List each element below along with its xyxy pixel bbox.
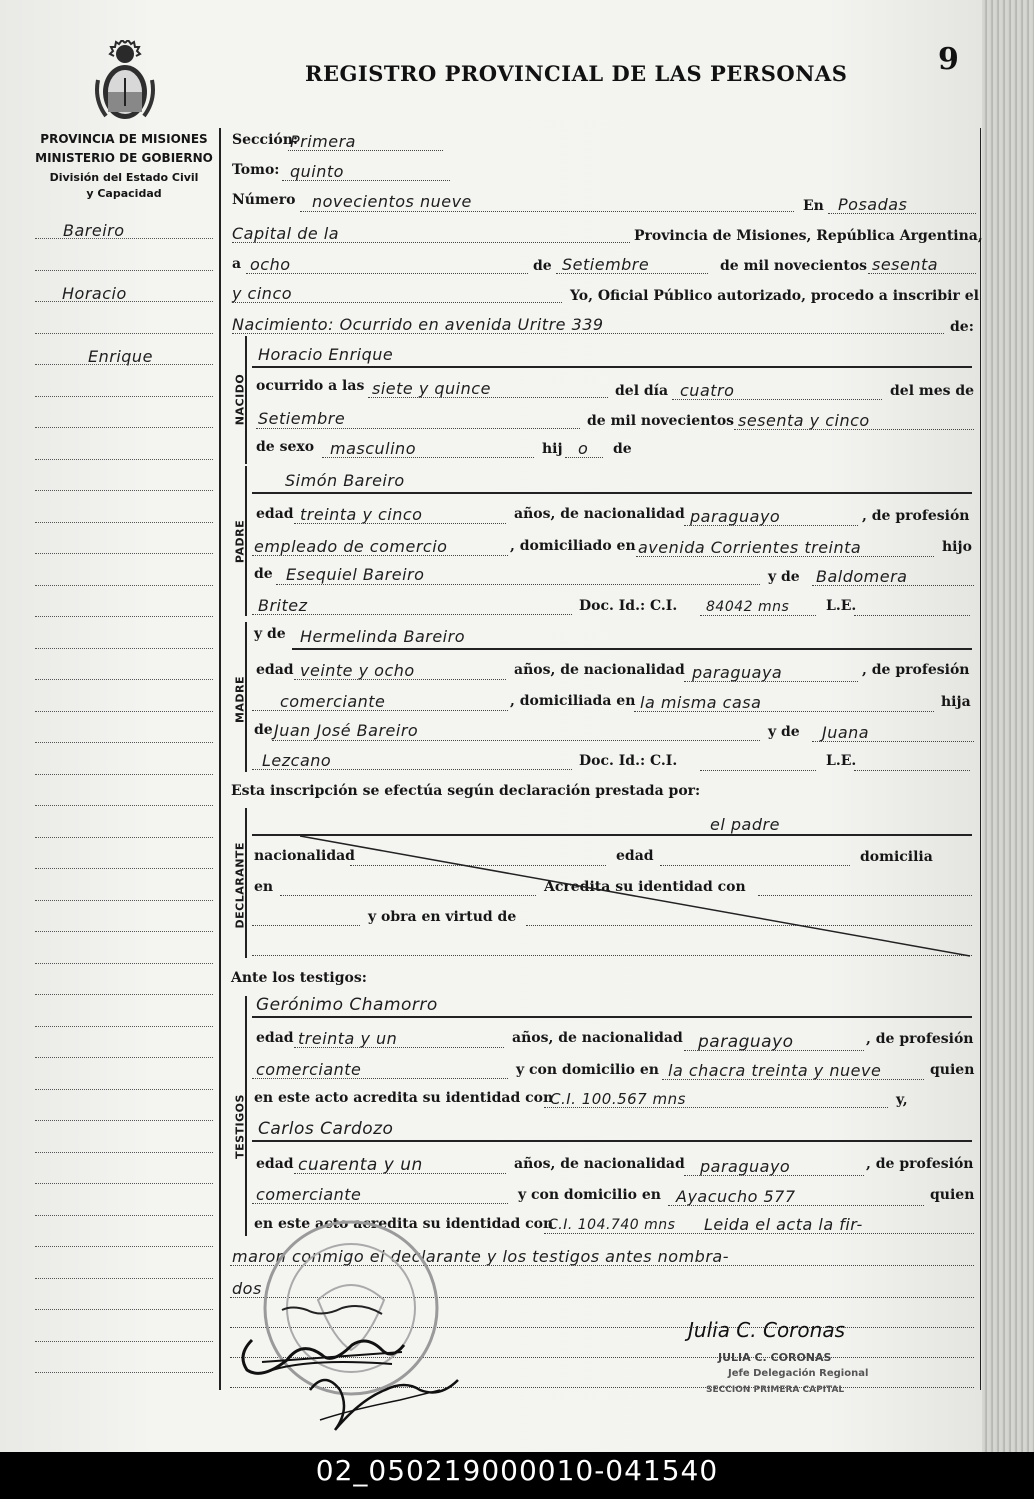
label-en: En — [803, 198, 824, 214]
line-padre-edad — [294, 523, 506, 524]
margin-ruled-line — [35, 238, 213, 239]
field-abuela-m-1: Juana — [822, 723, 870, 742]
field-anio-1: sesenta — [872, 255, 939, 274]
line-t2-nac — [684, 1175, 864, 1176]
field-t1-edad: treinta y un — [298, 1029, 398, 1048]
document-title: REGISTRO PROVINCIAL DE LAS PERSONAS — [305, 61, 848, 86]
label-y-de-madre: y de — [254, 626, 286, 642]
label-del-dia: del día — [615, 383, 669, 399]
line-t2-edad — [294, 1173, 506, 1174]
field-anio-nac: sesenta y cinco — [738, 411, 870, 430]
field-cierre-1: Leida el acta la fir- — [704, 1215, 863, 1234]
margin-ruled-line — [35, 805, 213, 806]
field-tomo: quinto — [290, 162, 344, 181]
label-padre-prof: , de profesión — [862, 508, 970, 524]
field-dia-nac: cuatro — [680, 381, 735, 400]
label-doc-ci-madre: Doc. Id.: C.I. — [579, 753, 678, 769]
label-y-comma: y, — [896, 1092, 908, 1108]
label-ocurrido: ocurrido a las — [256, 378, 365, 394]
line-tomo — [282, 180, 450, 181]
label-madre-prof: , de profesión — [862, 662, 970, 678]
margin-ruled-line — [35, 396, 213, 397]
margin-surname: Bareiro — [63, 221, 125, 240]
field-cierre-2: maron conmigo el declarante y los testigos antes nombra- — [232, 1247, 729, 1266]
label-t2-prof: , de profesión — [866, 1156, 974, 1172]
label-de-colon: de: — [950, 319, 974, 335]
line-padre-ci — [700, 615, 816, 616]
label-del-mes: del mes de — [890, 383, 975, 399]
label-t2-anos: años, de nacionalidad — [514, 1156, 685, 1172]
page-number: 9 — [938, 42, 959, 77]
field-mes-nac: Setiembre — [258, 409, 346, 428]
field-en: Posadas — [838, 195, 908, 214]
section-tag-padre: PADRE — [233, 519, 247, 564]
label-acredita: Acredita su identidad con — [544, 879, 746, 895]
line-capital — [232, 242, 630, 243]
field-acto: Nacimiento: Ocurrido en avenida Uritre 339 — [232, 315, 604, 334]
line-anio-1 — [868, 273, 976, 274]
margin-name-1: Horacio — [62, 284, 127, 303]
witness-signature-2-icon — [290, 1360, 470, 1450]
line-abuela-2 — [252, 614, 572, 615]
field-t2-nombre: Carlos Cardozo — [258, 1119, 394, 1139]
label-hijo: hijo — [942, 539, 972, 555]
line-t2-ci — [544, 1233, 974, 1234]
field-dia: ocho — [250, 255, 291, 274]
margin-ruled-line — [35, 301, 213, 302]
margin-ruled-line — [35, 427, 213, 428]
margin-ruled-line — [35, 270, 213, 271]
line-t1-edad — [294, 1047, 504, 1048]
field-cierre-3: dos — [232, 1279, 262, 1298]
label-t2-quien: quien — [930, 1187, 975, 1203]
margin-ruled-line — [35, 963, 213, 964]
label-nacionalidad: nacionalidad — [254, 848, 355, 864]
margin-ruled-line — [35, 931, 213, 932]
label-ante-testigos: Ante los testigos: — [231, 970, 367, 986]
margin-ruled-line — [35, 679, 213, 680]
label-decl-edad: edad — [616, 848, 654, 864]
margin-ruled-line — [35, 1246, 213, 1247]
line-mes-nac — [256, 428, 580, 429]
label-domiciliada: , domiciliada en — [510, 693, 636, 709]
field-t1-prof: comerciante — [256, 1060, 362, 1079]
margin-ruled-line — [35, 1341, 213, 1342]
line-t1-ci — [544, 1107, 888, 1108]
margin-ruled-line — [35, 553, 213, 554]
cancel-strike-line — [300, 834, 972, 958]
label-t1-prof: , de profesión — [866, 1031, 974, 1047]
label-de-sexo: de sexo — [256, 439, 315, 455]
image-code-footer: 02_050219000010-041540 — [0, 1452, 1034, 1499]
label-de: de — [533, 258, 552, 274]
line-anio-2 — [232, 302, 562, 303]
section-tag-testigos: TESTIGOS — [233, 1094, 247, 1159]
label-t1-domicilio: y con domicilio en — [516, 1062, 659, 1078]
field-abuela-1: Baldomera — [816, 567, 908, 586]
line-abuelo — [276, 584, 760, 585]
label-de-mil-nov: de mil novecientos — [587, 413, 735, 429]
field-madre-dom: la misma casa — [640, 693, 762, 712]
page-edge-stack — [982, 0, 1034, 1452]
field-nacido-nombre: Horacio Enrique — [258, 345, 394, 364]
label-domicilia: domicilia — [860, 849, 933, 865]
field-sexo: masculino — [330, 439, 416, 458]
margin-ruled-line — [35, 774, 213, 775]
field-hora: siete y quince — [372, 379, 491, 398]
line-t1-prof — [252, 1078, 508, 1079]
field-numero: novecientos nueve — [312, 192, 472, 211]
rule-madre — [292, 648, 972, 650]
label-madre-anos: años, de nacionalidad — [514, 662, 685, 678]
label-t2-domicilio: y con domicilio en — [518, 1187, 661, 1203]
field-madre-prof: comerciante — [280, 692, 386, 711]
field-hij-suffix: o — [578, 439, 589, 458]
field-t2-prof: comerciante — [256, 1185, 362, 1204]
label-numero: Número — [232, 192, 296, 208]
margin-ruled-line — [35, 1215, 213, 1216]
line-padre-nac — [684, 525, 858, 526]
field-padre-nac: paraguayo — [690, 507, 781, 526]
label-le: L.E. — [826, 598, 857, 614]
margin-ruled-line — [35, 1057, 213, 1058]
field-declarante: el padre — [710, 815, 780, 834]
margin-ruled-line — [35, 364, 213, 365]
field-padre-ci: 84042 mns — [706, 599, 790, 615]
rule-padre — [252, 492, 972, 494]
label-y-de-abuela: y de — [768, 569, 800, 585]
label-doc-ci: Doc. Id.: C.I. — [579, 598, 678, 614]
field-t1-nac: paraguayo — [698, 1032, 794, 1052]
field-t2-ci: C.I. 104.740 mns — [548, 1217, 676, 1233]
label-y-obra: y obra en virtud de — [368, 909, 517, 925]
label-inscripcion: Esta inscripción se efectúa según declaración prestada por: — [231, 783, 701, 799]
label-madre-edad: edad — [256, 662, 294, 678]
stamp-line-2: Jefe Delegación Regional — [728, 1368, 869, 1379]
field-abuela-m-2: Lezcano — [262, 751, 332, 770]
margin-ruled-line — [35, 1026, 213, 1027]
field-t1-nombre: Gerónimo Chamorro — [256, 995, 438, 1015]
agency-province: PROVINCIA DE MISIONES — [40, 132, 208, 146]
margin-ruled-line — [35, 648, 213, 649]
field-madre-edad: veinte y ocho — [300, 661, 415, 680]
label-padre-edad: edad — [256, 506, 294, 522]
label-domiciliado: , domiciliado en — [510, 538, 636, 554]
margin-name-2: Enrique — [88, 347, 153, 366]
line-t2-prof — [252, 1203, 508, 1204]
label-decl-en: en — [254, 879, 274, 895]
rule-testigo-1 — [252, 1016, 972, 1018]
line-dia — [246, 273, 528, 274]
field-abuelo: Esequiel Bareiro — [286, 565, 425, 584]
label-a: a — [232, 256, 242, 272]
margin-ruled-line — [35, 616, 213, 617]
line-sexo — [322, 457, 534, 458]
margin-ruled-line — [35, 1120, 213, 1121]
official-signature: Julia C. Coronas — [688, 1318, 845, 1342]
line-hij — [565, 457, 603, 458]
main-right-border — [980, 128, 981, 1390]
line-t1-nac — [684, 1050, 864, 1051]
section-tag-nacido: NACIDO — [233, 373, 247, 426]
section-tag-madre: MADRE — [233, 675, 247, 724]
label-padre-anos: años, de nacionalidad — [514, 506, 685, 522]
margin-ruled-line — [35, 1309, 213, 1310]
line-madre-dom — [634, 711, 934, 712]
margin-ruled-line — [35, 522, 213, 523]
agency-capacity: y Capacidad — [86, 187, 162, 200]
margin-ruled-line — [35, 711, 213, 712]
line-abuela-1 — [812, 585, 974, 586]
label-t2-edad: edad — [256, 1156, 294, 1172]
line-madre-edad — [294, 679, 506, 680]
field-padre-prof: empleado de comercio — [254, 537, 448, 556]
line-en — [828, 213, 976, 214]
label-y-de-abuela-m: y de — [768, 724, 800, 740]
line-le — [854, 615, 970, 616]
margin-ruled-line — [35, 837, 213, 838]
field-t2-dom: Ayacucho 577 — [676, 1187, 796, 1206]
margin-ruled-line — [35, 900, 213, 901]
margin-ruled-line — [35, 742, 213, 743]
field-madre-nac: paraguaya — [692, 663, 783, 682]
margin-ruled-line — [35, 1089, 213, 1090]
agency-ministry: MINISTERIO DE GOBIERNO — [35, 151, 213, 165]
label-t1-quien: quien — [930, 1062, 975, 1078]
line-madre-prof — [252, 710, 508, 711]
margin-ruled-line — [35, 333, 213, 334]
margin-ruled-line — [35, 490, 213, 491]
field-padre-dom: avenida Corrientes treinta — [638, 538, 862, 557]
field-abuela-2: Britez — [258, 596, 308, 615]
line-numero — [300, 211, 794, 212]
line-mes — [556, 273, 708, 274]
field-seccion: Primera — [290, 132, 356, 151]
margin-ruled-line — [35, 585, 213, 586]
field-t2-edad: cuarenta y un — [298, 1155, 423, 1175]
line-madre-nac — [684, 681, 858, 682]
field-padre-edad: treinta y cinco — [300, 505, 423, 524]
label-t2-acredita: en este acto acredita su identidad con — [254, 1216, 554, 1232]
field-t1-ci: C.I. 100.567 mns — [550, 1090, 686, 1108]
field-mes: Setiembre — [562, 255, 650, 274]
line-padre-dom — [636, 556, 934, 557]
field-madre-nombre: Hermelinda Bareiro — [300, 627, 465, 646]
label-seccion: Sección: — [232, 132, 299, 148]
section-tag-declarante: DECLARANTE — [233, 842, 247, 929]
line-abuela-m-1 — [812, 741, 974, 742]
field-capital: Capital de la — [232, 224, 340, 243]
margin-ruled-line — [35, 1152, 213, 1153]
line-t2-dom — [668, 1205, 924, 1206]
label-de-abuelo: de — [254, 566, 273, 582]
rule-testigo-2 — [252, 1140, 972, 1142]
field-abuelo-m: Juan José Bareiro — [274, 721, 419, 740]
label-de-abuelo-m: de — [254, 722, 273, 738]
margin-ruled-line — [35, 1183, 213, 1184]
line-abuela-m-2 — [252, 769, 572, 770]
rule-nacido — [252, 366, 972, 368]
label-yo-oficial: Yo, Oficial Público autorizado, procedo a inscribir el — [570, 288, 979, 304]
line-hora — [368, 397, 608, 398]
line-dia-nac — [672, 399, 882, 400]
label-t1-acredita: en este acto acredita su identidad con — [254, 1090, 554, 1106]
line-t1-dom — [662, 1079, 924, 1080]
label-provincia: Provincia de Misiones, República Argentina, — [634, 228, 983, 244]
coat-of-arms-icon — [94, 40, 156, 122]
line-madre-ci — [700, 770, 816, 771]
field-t2-nac: paraguayo — [700, 1157, 791, 1176]
margin-ruled-line — [35, 994, 213, 995]
field-anio-2: y cinco — [232, 284, 293, 303]
label-de-mil: de mil novecientos — [720, 258, 868, 274]
margin-ruled-line — [35, 1278, 213, 1279]
margin-ruled-line — [35, 868, 213, 869]
line-acto — [232, 333, 944, 334]
field-t1-dom: la chacra treinta y nueve — [668, 1061, 882, 1080]
label-t1-anos: años, de nacionalidad — [512, 1030, 683, 1046]
label-hij: hij — [542, 441, 563, 457]
label-de-hij: de — [613, 441, 632, 457]
label-hija: hija — [941, 694, 971, 710]
label-le-madre: L.E. — [826, 753, 857, 769]
line-le-madre — [854, 770, 970, 771]
line-anio-nac — [734, 429, 974, 430]
stamp-line-3: SECCION PRIMERA CAPITAL — [706, 1385, 845, 1395]
main-left-border — [219, 128, 221, 1390]
line-abuelo-m — [272, 740, 760, 741]
label-tomo: Tomo: — [232, 162, 280, 178]
margin-ruled-line — [35, 1372, 213, 1373]
stamp-line-1: JULIA C. CORONAS — [718, 1351, 832, 1364]
line-padre-prof — [252, 555, 508, 556]
field-padre-nombre: Simón Bareiro — [285, 471, 405, 490]
label-t1-edad: edad — [256, 1030, 294, 1046]
agency-division: División del Estado Civil — [49, 171, 199, 184]
margin-ruled-line — [35, 459, 213, 460]
line-seccion — [288, 150, 443, 151]
